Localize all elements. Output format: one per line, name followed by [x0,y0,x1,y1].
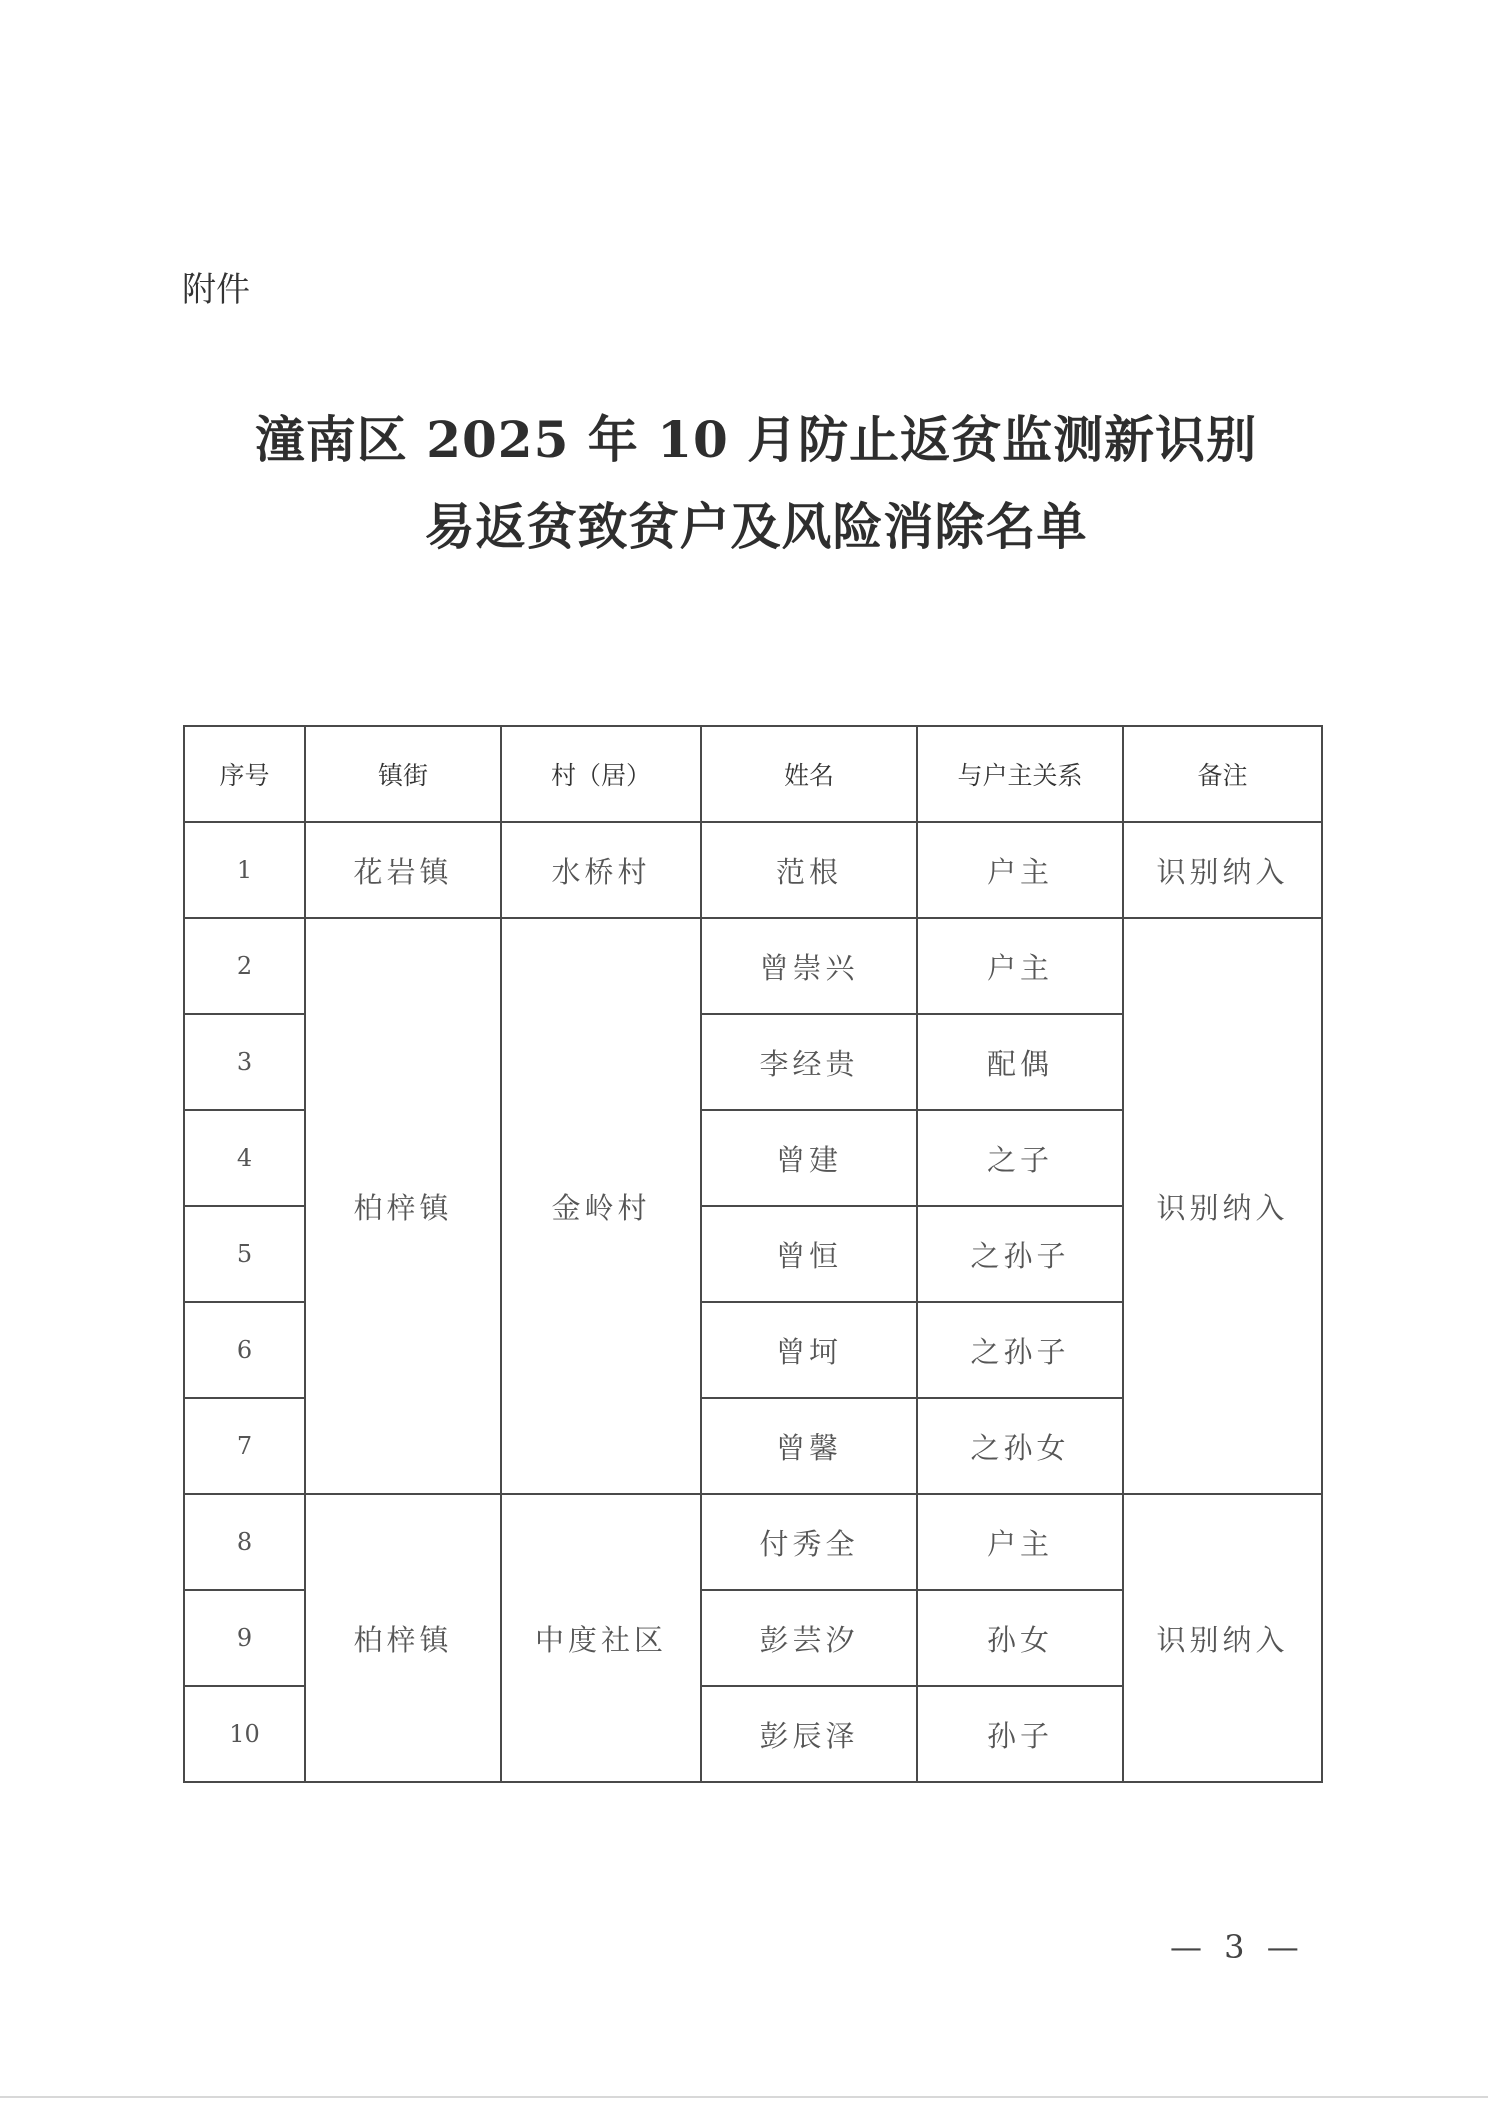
seq-cell: 4 [184,1110,305,1206]
name-cell: 曾建 [701,1110,917,1206]
town-cell: 柏梓镇 [305,1494,501,1782]
seq-cell: 5 [184,1206,305,1302]
name-cell: 曾恒 [701,1206,917,1302]
seq-cell: 9 [184,1590,305,1686]
name-cell: 彭辰泽 [701,1686,917,1782]
town-cell: 柏梓镇 [305,918,501,1494]
relation-cell: 之子 [917,1110,1123,1206]
name-cell: 曾坷 [701,1302,917,1398]
seq-cell: 2 [184,918,305,1014]
note-cell: 识别纳入 [1123,1494,1322,1782]
seq-cell: 6 [184,1302,305,1398]
page-bottom-edge [0,2096,1488,2098]
relation-cell: 之孙子 [917,1206,1123,1302]
seq-cell: 10 [184,1686,305,1782]
table-row [184,822,1322,918]
table-row [184,1494,1322,1590]
header-town: 镇街 [305,726,501,822]
relation-cell: 户主 [917,822,1123,918]
name-cell: 李经贵 [701,1014,917,1110]
table-header [184,726,1322,822]
document-title-line-2: 易返贫致贫户及风险消除名单 [424,497,1088,556]
village-cell: 中度社区 [501,1494,701,1782]
name-cell: 彭芸汐 [701,1590,917,1686]
header-name: 姓名 [701,726,917,822]
table-body [184,822,1322,1782]
relation-cell: 配偶 [917,1014,1123,1110]
header-seq: 序号 [184,726,305,822]
relation-cell: 孙子 [917,1686,1123,1782]
header-relation: 与户主关系 [917,726,1123,822]
town-cell: 花岩镇 [305,822,501,918]
relation-cell: 之孙子 [917,1302,1123,1398]
village-cell: 金岭村 [501,918,701,1494]
relation-cell: 之孙女 [917,1398,1123,1494]
roster-table [183,725,1323,1783]
seq-cell: 7 [184,1398,305,1494]
name-cell: 付秀全 [701,1494,917,1590]
header-note: 备注 [1123,726,1322,822]
name-cell: 曾崇兴 [701,918,917,1014]
header-row [184,726,1322,822]
seq-cell: 1 [184,822,305,918]
seq-cell: 8 [184,1494,305,1590]
name-cell: 范根 [701,822,917,918]
document-title-line-1: 潼南区 2025 年 10 月防止返贫监测新识别 [254,410,1258,469]
seq-cell: 3 [184,1014,305,1110]
name-cell: 曾馨 [701,1398,917,1494]
village-cell: 水桥村 [501,822,701,918]
page-number: — 3 — [1170,1928,1305,1966]
relation-cell: 户主 [917,918,1123,1014]
header-village: 村（居） [501,726,701,822]
relation-cell: 户主 [917,1494,1123,1590]
note-cell: 识别纳入 [1123,918,1322,1494]
relation-cell: 孙女 [917,1590,1123,1686]
attachment-label: 附件 [182,270,250,310]
note-cell: 识别纳入 [1123,822,1322,918]
table-row [184,918,1322,1014]
